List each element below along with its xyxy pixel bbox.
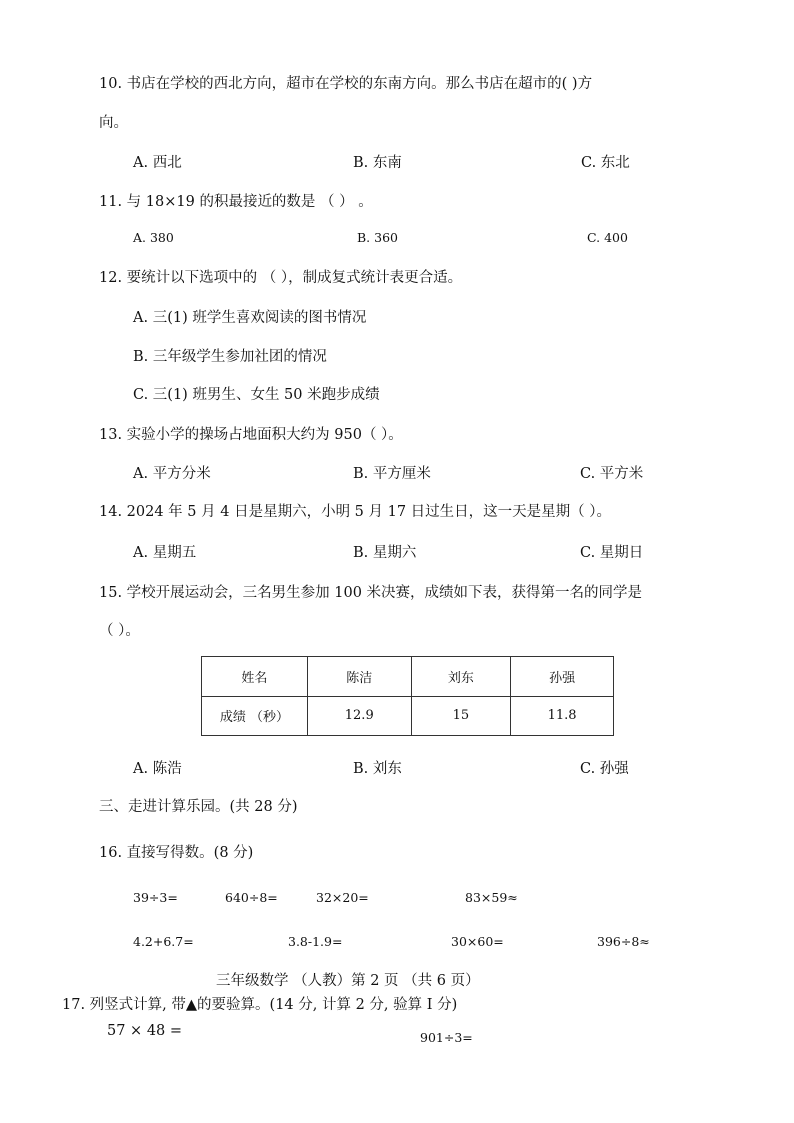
table-header-cell: 刘东: [411, 657, 511, 697]
calc-item: 396÷8≈: [597, 934, 650, 949]
q14-option-b: B. 星期六: [353, 545, 417, 561]
table-header-cell: 陈洁: [307, 657, 411, 697]
q13-option-c: C. 平方米: [580, 466, 644, 482]
q15-option-b: B. 刘东: [353, 761, 402, 777]
calc-item: 30×60=: [451, 934, 504, 949]
table-row: [202, 657, 614, 697]
q14-option-a: A. 星期五: [133, 545, 197, 561]
table-cell: 11.8: [511, 696, 614, 736]
q13-option-b: B. 平方厘米: [353, 466, 431, 482]
q11-option-a: A. 380: [133, 230, 174, 245]
page-footer: 三年级数学 （人教）第 2 页 （共 6 页）: [216, 973, 480, 989]
table-cell: 15: [411, 696, 511, 736]
q10-text-line1: 10. 书店在学校的西北方向，超市在学校的东南方向。那么书店在超市的( )方: [99, 76, 593, 92]
q12-text: 12. 要统计以下选项中的 （ ），制成复式统计表更合适。: [99, 270, 463, 286]
calc-item: 4.2+6.7=: [133, 934, 194, 949]
calc-item: 3.8-1.9=: [288, 934, 343, 949]
q11-text: 11. 与 18×19 的积最接近的数是 （ ） 。: [99, 194, 373, 210]
q10-option-a: A. 西北: [133, 155, 182, 171]
q17-text: 17. 列竖式计算, 带▲的要验算。(14 分, 计算 2 分, 验算 I 分): [62, 997, 458, 1013]
table-cell: 成绩 （秒）: [202, 696, 308, 736]
calc-item: 32×20=: [316, 890, 369, 905]
q15-option-c: C. 孙强: [580, 761, 629, 777]
calc-item: 83×59≈: [465, 890, 518, 905]
q10-text-line2: 向。: [99, 115, 128, 131]
calc-item: 640÷8=: [225, 890, 278, 905]
q11-option-b: B. 360: [357, 230, 398, 245]
q15-text-line2: （ ）。: [99, 623, 140, 639]
q14-option-c: C. 星期日: [580, 545, 644, 561]
q13-option-a: A. 平方分米: [133, 466, 211, 482]
section-title: 三、走进计算乐园。(共 28 分): [99, 799, 298, 815]
results-table: [201, 656, 614, 736]
q11-option-c: C. 400: [587, 230, 628, 245]
q17-item-2: 901÷3=: [420, 1030, 473, 1045]
q16-text: 16. 直接写得数。(8 分): [99, 845, 254, 861]
table-row: [202, 696, 614, 736]
q12-option-b: B. 三年级学生参加社团的情况: [133, 349, 327, 365]
q12-option-a: A. 三(1) 班学生喜欢阅读的图书情况: [133, 310, 367, 326]
q15-option-a: A. 陈浩: [133, 761, 182, 777]
table-cell: 12.9: [307, 696, 411, 736]
q17-item-1: 57 × 48 =: [107, 1023, 183, 1039]
q14-text: 14. 2024 年 5 月 4 日是星期六，小明 5 月 17 日过生日，这一天是星期（ ）。: [99, 504, 612, 520]
q10-option-c: C. 东北: [581, 155, 630, 171]
q12-option-c: C. 三(1) 班男生、女生 50 米跑步成绩: [133, 387, 380, 403]
q13-text: 13. 实验小学的操场占地面积大约为 950（ ）。: [99, 427, 403, 443]
q10-option-b: B. 东南: [353, 155, 402, 171]
table-header-cell: 孙强: [511, 657, 614, 697]
table-header-cell: 姓名: [202, 657, 308, 697]
calc-item: 39÷3=: [133, 890, 178, 905]
q15-text-line1: 15. 学校开展运动会，三名男生参加 100 米决赛，成绩如下表，获得第一名的同学是: [99, 585, 643, 601]
